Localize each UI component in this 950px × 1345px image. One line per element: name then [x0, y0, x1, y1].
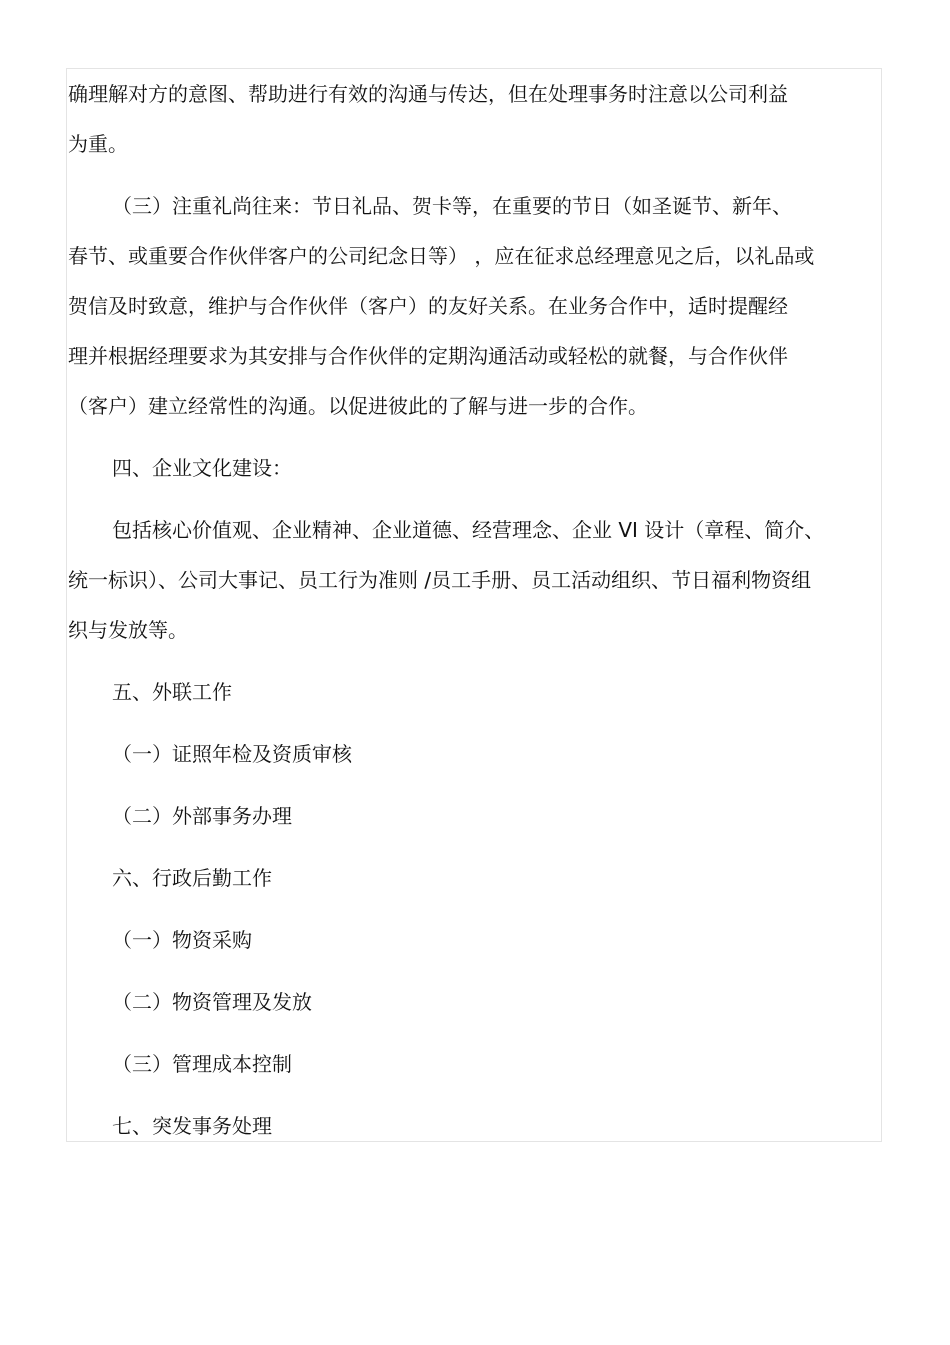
page-frame — [66, 68, 882, 1142]
list-item: （二）外部事务办理 — [112, 804, 292, 828]
list-item: （一）物资采购 — [112, 928, 252, 952]
list-item: （二）物资管理及发放 — [112, 990, 312, 1014]
text-line: 统一标识）、公司大事记、员工行为准则 /员工手册、员工活动组织、节日福利物资组 — [68, 568, 812, 592]
text-line: 确理解对方的意图、帮助进行有效的沟通与传达，但在处理事务时注意以公司利益 — [68, 82, 788, 106]
section-heading: 四、企业文化建设： — [112, 456, 292, 480]
section-heading: 五、外联工作 — [112, 680, 232, 704]
text-line: 春节、或重要合作伙伴客户的公司纪念日等） ，应在征求总经理意见之后，以礼品或 — [68, 244, 815, 268]
section-heading: 六、行政后勤工作 — [112, 866, 272, 890]
text-line: 织与发放等。 — [68, 618, 188, 642]
text-line: 理并根据经理要求为其安排与合作伙伴的定期沟通活动或轻松的就餐，与合作伙伴 — [68, 344, 788, 368]
text-line: （客户）建立经常性的沟通。以促进彼此的了解与进一步的合作。 — [68, 394, 648, 418]
text-line: （三）注重礼尚往来：节日礼品、贺卡等，在重要的节日（如圣诞节、新年、 — [112, 194, 792, 218]
section-heading: 七、突发事务处理 — [112, 1114, 272, 1138]
text-line: 包括核心价值观、企业精神、企业道德、经营理念、企业 VI 设计（章程、简介、 — [112, 518, 825, 542]
list-item: （三）管理成本控制 — [112, 1052, 292, 1076]
text-line: 为重。 — [68, 132, 128, 156]
text-line: 贺信及时致意，维护与合作伙伴（客户）的友好关系。在业务合作中，适时提醒经 — [68, 294, 788, 318]
list-item: （一）证照年检及资质审核 — [112, 742, 352, 766]
